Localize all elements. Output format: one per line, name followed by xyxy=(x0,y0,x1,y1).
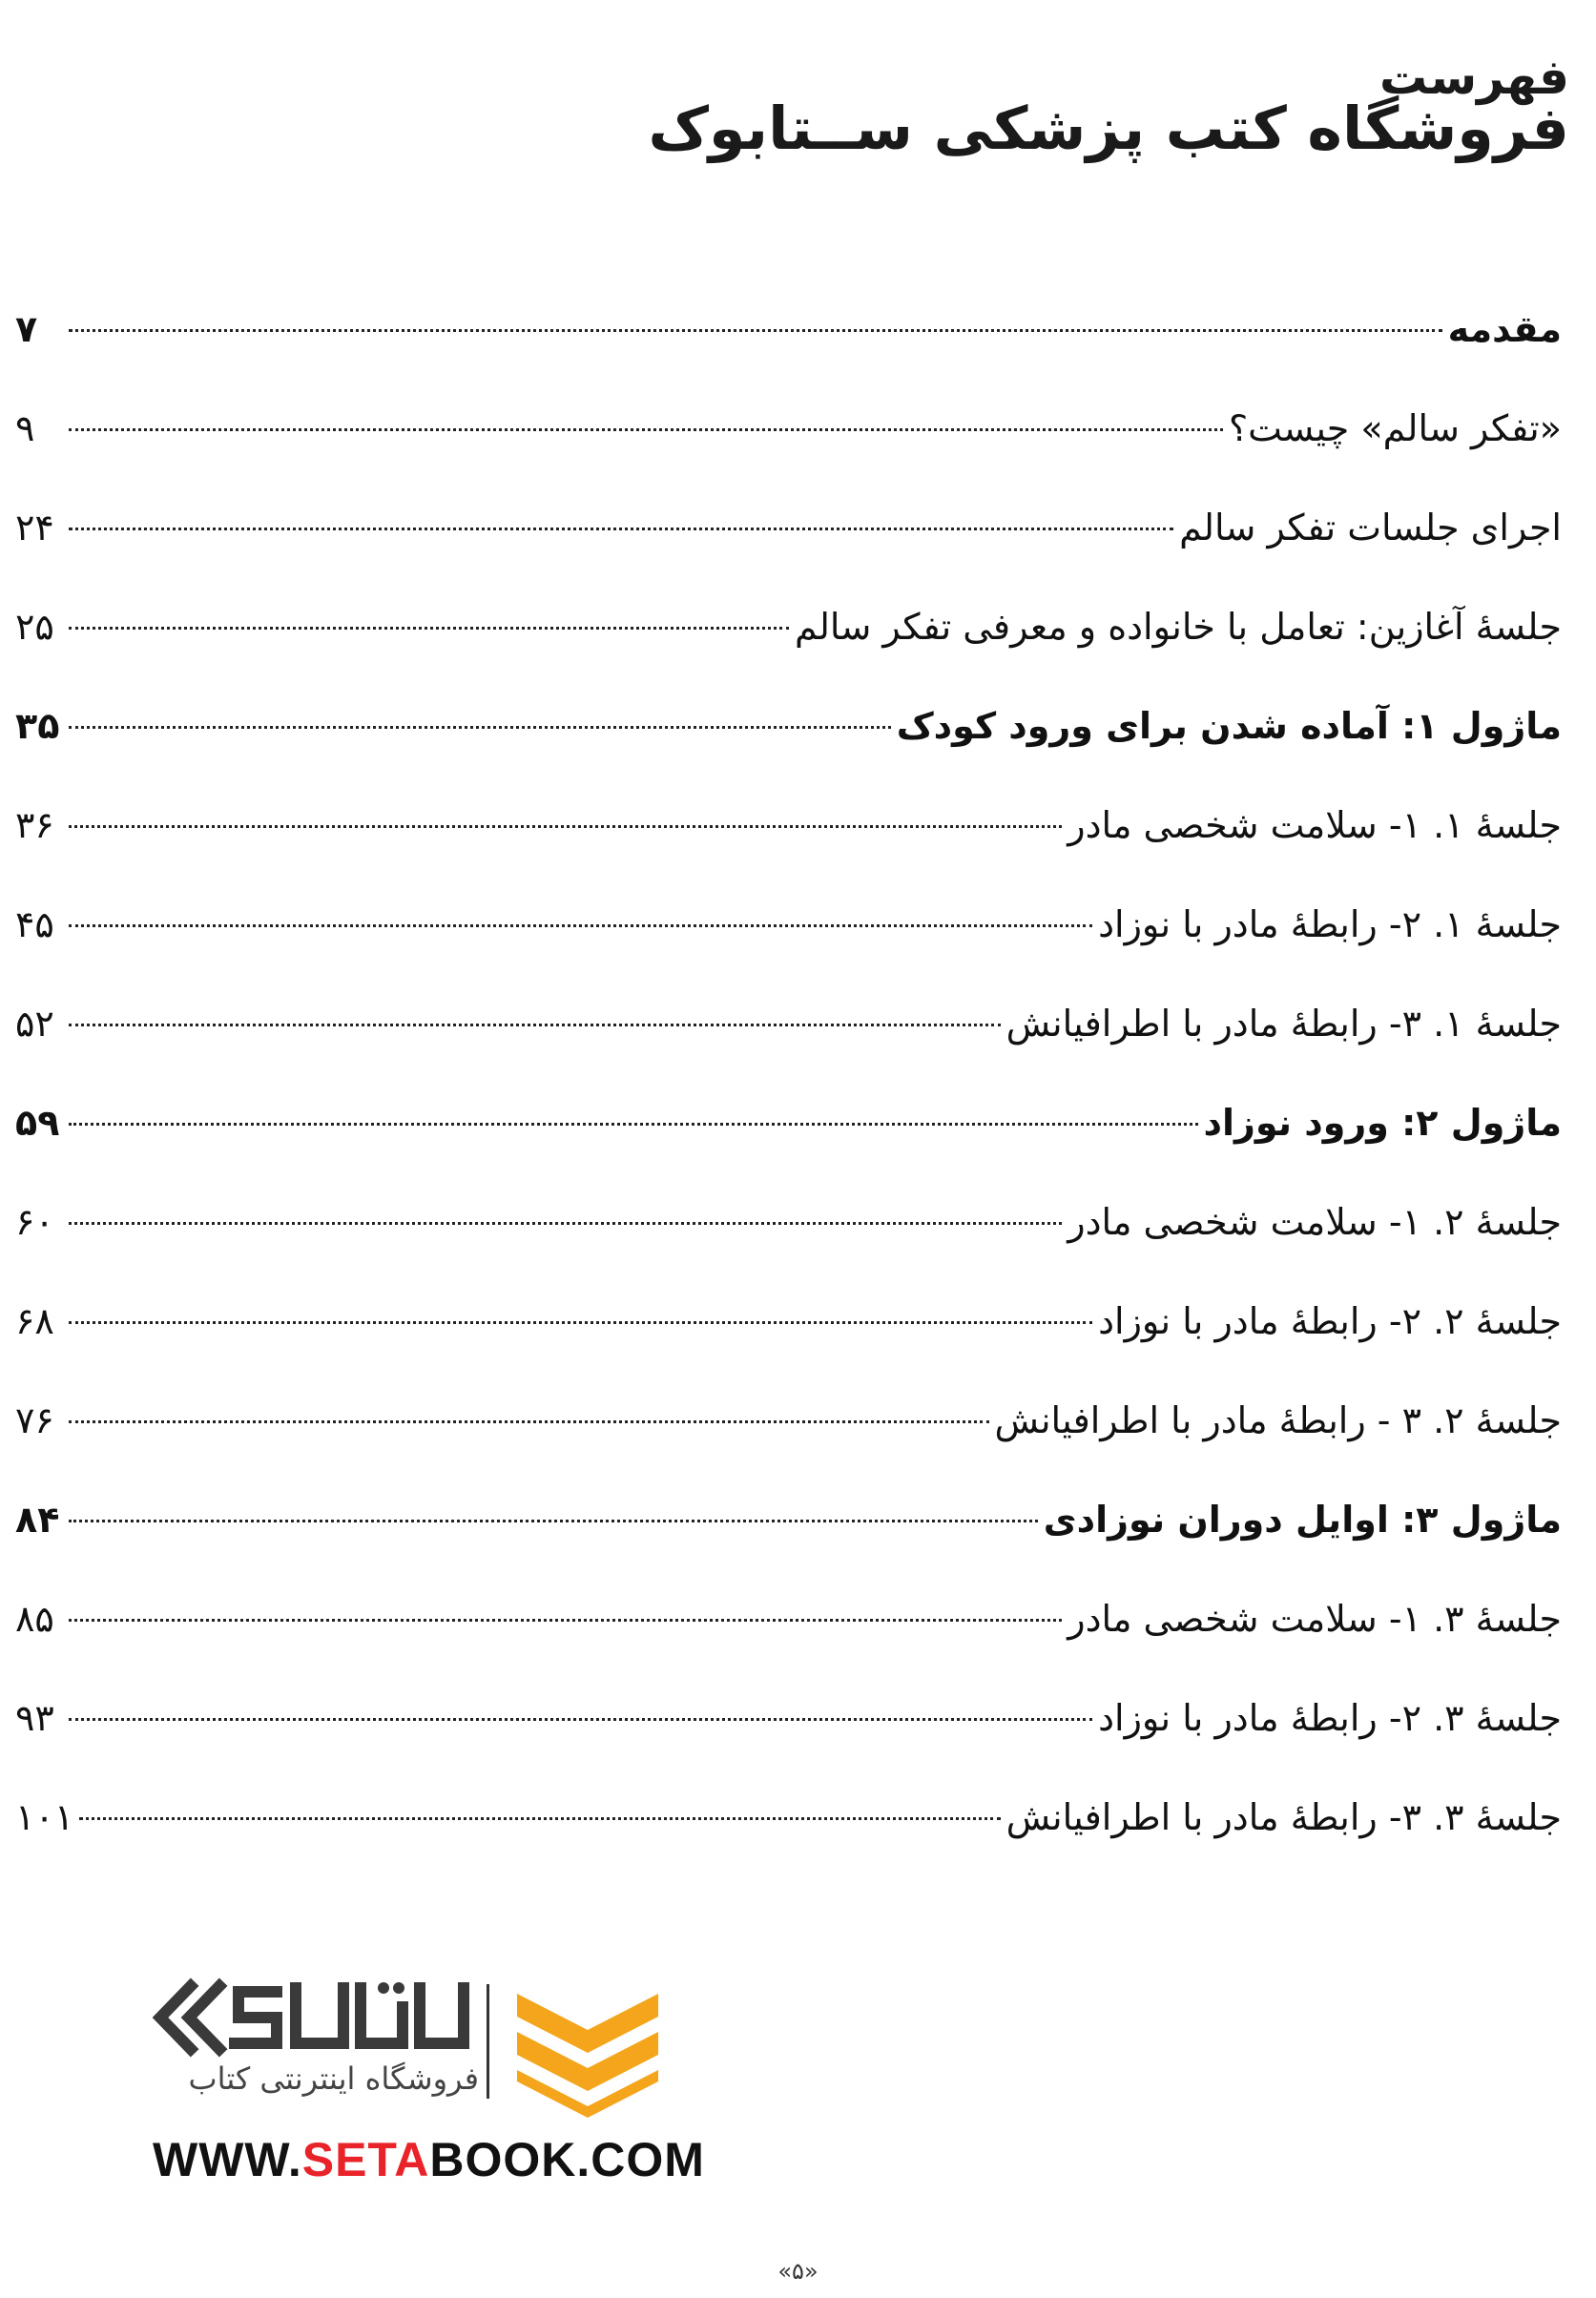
toc-dot-leader xyxy=(69,825,1062,828)
toc-entry-page-number: ۳۵ xyxy=(15,705,60,747)
toc-entry xyxy=(15,688,1562,787)
toc-dot-leader xyxy=(69,1321,1092,1324)
toc-entry-page-number: ۷۶ xyxy=(15,1399,54,1441)
toc-entry xyxy=(15,1085,1562,1184)
toc-entry-title: ماژول ۳: اوایل دوران نوزادی xyxy=(1043,1499,1562,1541)
toc-dot-leader xyxy=(69,1024,1001,1026)
toc-entry xyxy=(15,886,1562,985)
toc-entry-title: جلسهٔ ۳. ۲- رابطهٔ مادر با نوزاد xyxy=(1098,1697,1562,1739)
toc-entry-title: اجرای جلسات تفکر سالم xyxy=(1179,507,1562,549)
store-watermark-title: فروشگاه کتب پزشکی ســتابوک xyxy=(648,93,1569,163)
page-title: فهرست xyxy=(1379,50,1569,105)
toc-entry-page-number: ۸۵ xyxy=(15,1598,54,1640)
toc-entry xyxy=(15,589,1562,688)
toc-entry xyxy=(15,390,1562,489)
toc-entry xyxy=(15,1481,1562,1581)
toc-entry xyxy=(15,489,1562,589)
logo-url-prefix: WWW. xyxy=(153,2133,302,2186)
toc-dot-leader xyxy=(79,1817,1000,1820)
toc-entry-title: جلسهٔ ۱. ۲- رابطهٔ مادر با نوزاد xyxy=(1098,903,1562,945)
toc-dot-leader xyxy=(69,1420,989,1423)
toc-dot-leader xyxy=(69,1123,1198,1126)
logo-tagline: فروشگاه اینترنتی کتاب xyxy=(188,2060,479,2097)
toc-dot-leader xyxy=(69,924,1092,927)
page-number: «۵» xyxy=(777,2258,819,2285)
toc-entry-title: جلسهٔ ۱. ۱- سلامت شخصی مادر xyxy=(1067,804,1562,846)
toc-entry xyxy=(15,1283,1562,1382)
toc-entry xyxy=(15,985,1562,1085)
toc-entry-title: ماژول ۲: ورود نوزاد xyxy=(1203,1102,1562,1144)
setabook-logo xyxy=(153,1965,705,2194)
logo-divider xyxy=(487,1984,489,2099)
toc-entry-page-number: ۶۰ xyxy=(15,1201,54,1243)
toc-entry-page-number: ۴۵ xyxy=(15,903,54,945)
toc-entry-title: «تفکر سالم» چیست؟ xyxy=(1228,407,1562,449)
toc-entry xyxy=(15,1779,1562,1878)
setabook-wordmark-logo xyxy=(153,1975,477,2060)
toc-entry-title: جلسهٔ ۲. ۳ - رابطهٔ مادر با اطرافیانش xyxy=(994,1399,1562,1441)
toc-entry-title: جلسهٔ آغازین: تعامل با خانواده و معرفی تفکر سالم xyxy=(795,606,1562,648)
book-emblem-icon xyxy=(508,1975,668,2118)
toc-entry-page-number: ۳۶ xyxy=(15,804,54,846)
toc-entry-page-number: ۹۳ xyxy=(15,1697,54,1739)
toc-dot-leader xyxy=(69,726,891,729)
toc-dot-leader xyxy=(69,428,1223,431)
toc-entry xyxy=(15,787,1562,886)
toc-entry-title: جلسهٔ ۳. ۳- رابطهٔ مادر با اطرافیانش xyxy=(1005,1796,1562,1838)
toc-entry-page-number: ۵۲ xyxy=(15,1003,54,1045)
toc-entry-page-number: ۶۸ xyxy=(15,1300,54,1342)
toc-dot-leader xyxy=(69,1619,1062,1622)
toc-entry-page-number: ۱۰۱ xyxy=(15,1796,74,1838)
toc-entry xyxy=(15,1382,1562,1481)
toc-entry-page-number: ۹ xyxy=(15,407,35,449)
toc-dot-leader xyxy=(69,1520,1038,1522)
logo-url-accent: SETA xyxy=(301,2133,430,2186)
toc-entry-page-number: ۵۹ xyxy=(15,1102,60,1144)
toc-dot-leader xyxy=(69,528,1173,530)
table-of-contents xyxy=(15,291,1562,1878)
toc-dot-leader xyxy=(69,1222,1062,1225)
toc-entry xyxy=(15,1581,1562,1680)
page-header xyxy=(615,50,1569,163)
toc-entry-page-number: ۸۴ xyxy=(15,1499,60,1541)
toc-entry-title: ماژول ۱: آماده شدن برای ورود کودک xyxy=(896,705,1562,747)
logo-url-suffix: BOOK.COM xyxy=(429,2133,705,2186)
toc-entry xyxy=(15,1184,1562,1283)
toc-entry-title: جلسهٔ ۱. ۳- رابطهٔ مادر با اطرافیانش xyxy=(1005,1003,1562,1045)
toc-entry-title: مقدمه xyxy=(1447,308,1562,350)
toc-dot-leader xyxy=(69,627,789,630)
toc-entry-page-number: ۲۴ xyxy=(15,507,54,549)
toc-entry xyxy=(15,291,1562,390)
toc-entry-title: جلسهٔ ۲. ۲- رابطهٔ مادر با نوزاد xyxy=(1098,1300,1562,1342)
toc-entry xyxy=(15,1680,1562,1779)
toc-entry-title: جلسهٔ ۲. ۱- سلامت شخصی مادر xyxy=(1067,1201,1562,1243)
toc-entry-title: جلسهٔ ۳. ۱- سلامت شخصی مادر xyxy=(1067,1598,1562,1640)
toc-dot-leader xyxy=(69,1718,1092,1721)
logo-url xyxy=(153,2132,705,2187)
toc-entry-page-number: ۲۵ xyxy=(15,606,54,648)
toc-entry-page-number: ۷ xyxy=(15,308,38,350)
toc-dot-leader xyxy=(69,329,1442,332)
